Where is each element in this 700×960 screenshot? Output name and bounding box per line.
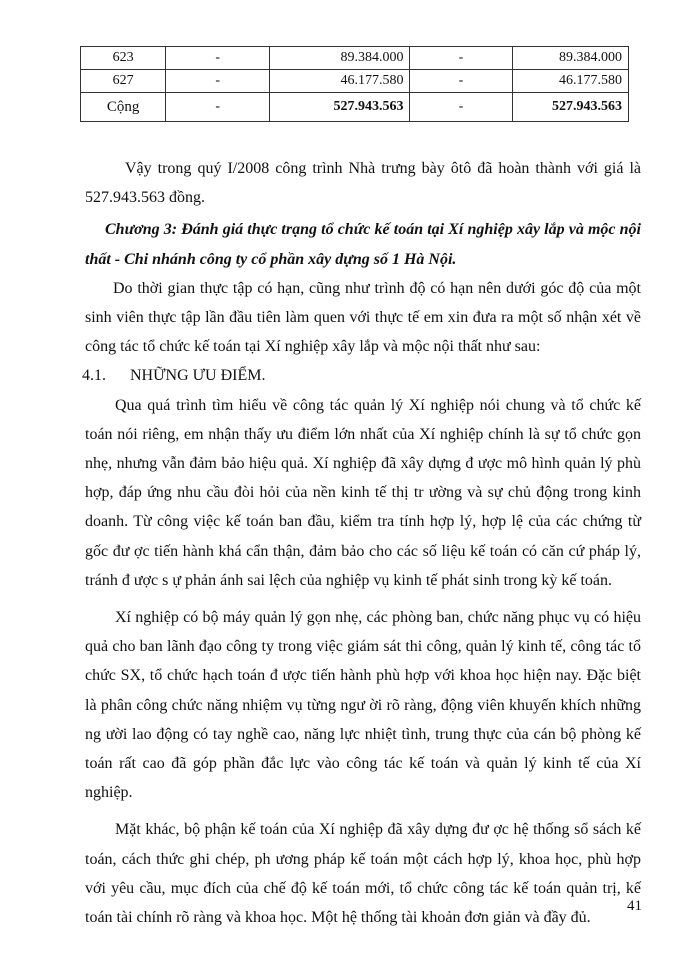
paragraph: Mặt khác, bộ phận kế toán của Xí nghiệp đã xây dựng đư ợc hệ thống sổ sách kế toán, cách thức ghi chép, ph ương pháp kế toán một cách hợp lý, khoa học, phù hợp với yêu cầu, mục đích của chế độ kế toán mới, tổ chức công tác kế toán quản trị, kế toán tài chính rõ ràng và khoa học. Một hệ thống tài khoản đơn giản và đầy đủ. bbox=[85, 821, 641, 927]
table-cell: - bbox=[410, 93, 512, 122]
section-heading: 4.1. NHỮNG ƯU ĐIỂM. bbox=[82, 367, 266, 385]
paragraph: Xí nghiệp có bộ máy quản lý gọn nhẹ, các phòng ban, chức năng phục vụ có hiệu quả cho ban lãnh đạo công ty trong việc giám sát thi công, quản lý kinh tế, công tác tổ chức SX, tổ chức hạch toán đ ược tiến hành phù hợp với khoa học hiện nay. Đặc biệt là phân công chức năng nhiệm vụ từng ngư ời rõ ràng, động viên khuyến khích những ng ười lao động có tay nghề cao, năng lực nhiệt tình, trung thực của cán bộ phòng kế toán rất cao đã góp phần đắc lực vào công tác kế toán và quản lý kinh tế của Xí nghiệp. bbox=[85, 609, 641, 802]
table-cell: - bbox=[166, 70, 270, 93]
body-text bbox=[82, 154, 641, 932]
conclusion-paragraph: Vậy trong quý I/2008 công trình Nhà trưng bày ôtô đã hoàn thành với giá là 527.943.563 đồng. bbox=[85, 160, 641, 207]
intro-paragraph: Do thời gian thực tập có hạn, cũng như trình độ có hạn nên dưới góc độ của một sinh viên thực tập lần đầu tiên làm quen với thực tế em xin đưa ra một số nhận xét về công tác tổ chức kế toán tại Xí nghiệp xây lắp và mộc nội thất như sau: bbox=[85, 279, 641, 356]
total-label: Cộng bbox=[81, 93, 166, 122]
paragraph: Qua quá trình tìm hiểu về công tác quản lý Xí nghiệp nói chung và tổ chức kế toán nói riêng, em nhận thấy ưu điểm lớn nhất của Xí nghiệp chính là sự tổ chức gọn nhẹ, nhưng vẫn đảm bảo hiệu quả. Xí nghiệp đã xây dựng đ ược mô hình quản lý phù hợp, đáp ứng nhu cầu đòi hỏi của nền kinh tế thị tr ường và sự chủ động trong kinh doanh. Từ công việc kế toán ban đầu, kiểm tra tính hợp lý, hợp lệ của các chứng từ gốc đư ợc tiến hành khá cẩn thận, đảm bảo cho các số liệu kế toán có căn cứ pháp lý, tránh đ ược s ự phản ánh sai lệch của nghiệp vụ kinh tế phát sinh trong kỳ kế toán. bbox=[85, 396, 641, 589]
table-total-row bbox=[81, 93, 629, 122]
total-value: 527.943.563 bbox=[512, 93, 628, 122]
table-cell: - bbox=[410, 70, 512, 93]
table-cell: 46.177.580 bbox=[270, 70, 410, 93]
table-cell: 46.177.580 bbox=[512, 70, 628, 93]
table-cell: 627 bbox=[81, 70, 166, 93]
table-cell: - bbox=[410, 47, 512, 70]
table-row bbox=[81, 47, 629, 70]
table-cell: 623 bbox=[81, 47, 166, 70]
table-cell: 89.384.000 bbox=[270, 47, 410, 70]
chapter-title: Chương 3: Đánh giá thực trạng tổ chức kế toán tại Xí nghiệp xây lắp và mộc nội thất - Chi nhánh công ty cổ phần xây dựng số 1 Hà Nội. bbox=[85, 221, 641, 268]
page-number: 41 bbox=[627, 898, 642, 914]
table-cell: - bbox=[166, 47, 270, 70]
total-value: 527.943.563 bbox=[270, 93, 410, 122]
cost-table bbox=[80, 46, 629, 122]
table-row bbox=[81, 70, 629, 93]
table-cell: 89.384.000 bbox=[512, 47, 628, 70]
table-cell: - bbox=[166, 93, 270, 122]
